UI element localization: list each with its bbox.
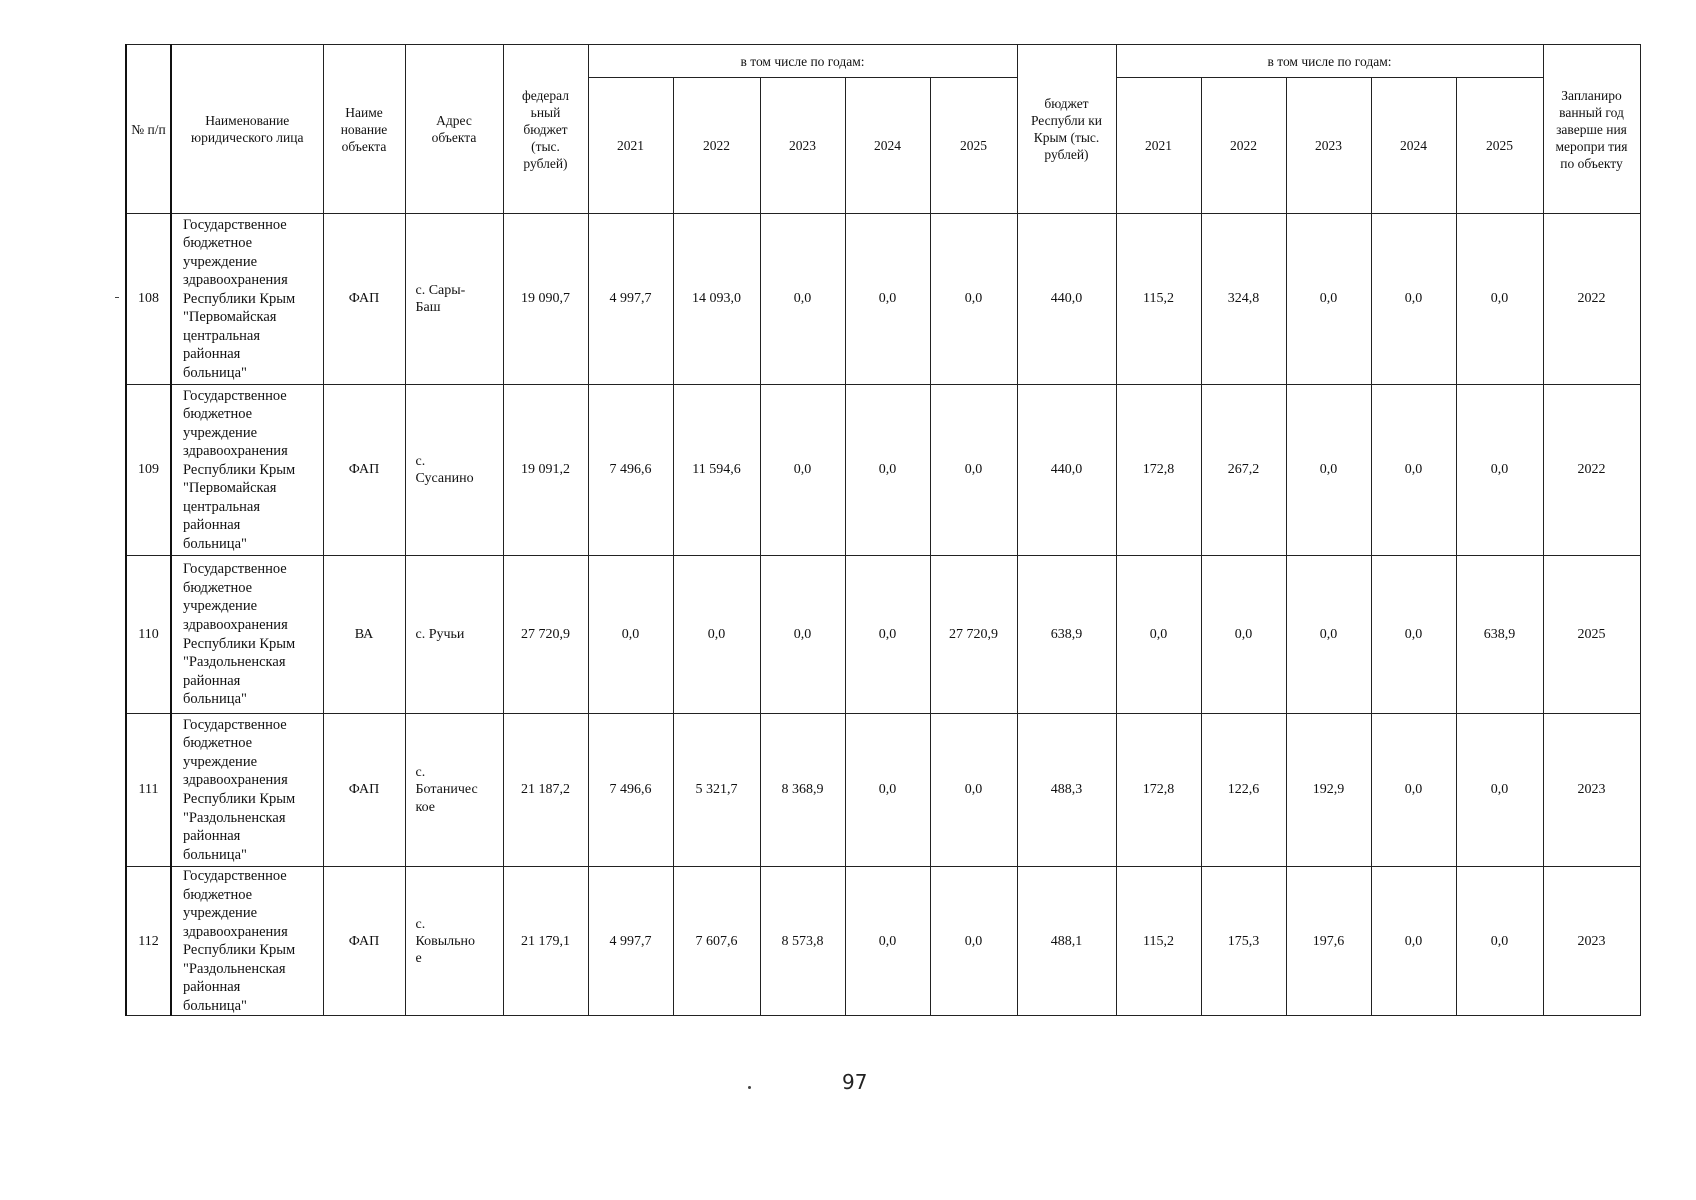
planned-completion-year: 2023 xyxy=(1543,714,1640,867)
crimea-2025: 0,0 xyxy=(1456,867,1543,1016)
federal-2023: 0,0 xyxy=(760,385,845,556)
table-row xyxy=(126,867,1640,1016)
crimea-2023: 0,0 xyxy=(1286,214,1371,385)
header-crimea-year: 2024 xyxy=(1371,78,1456,214)
header-object-name: Наиме нование объекта xyxy=(323,45,405,214)
federal-2023: 8 573,8 xyxy=(760,867,845,1016)
header-fed-year: 2021 xyxy=(588,78,673,214)
table-row xyxy=(126,385,1640,556)
federal-2023: 0,0 xyxy=(760,214,845,385)
header-num: № п/п xyxy=(126,45,171,214)
object-address: с. Ковыльно е xyxy=(405,867,503,1016)
scan-mark xyxy=(115,297,119,298)
federal-2021: 4 997,7 xyxy=(588,867,673,1016)
header-crimea-by-years: в том числе по годам: xyxy=(1116,45,1543,78)
crimea-2021: 0,0 xyxy=(1116,556,1201,714)
header-federal-by-years: в том числе по годам: xyxy=(588,45,1017,78)
crimea-budget-total: 488,1 xyxy=(1017,867,1116,1016)
row-number: 110 xyxy=(126,556,171,714)
row-number: 109 xyxy=(126,385,171,556)
crimea-2023: 197,6 xyxy=(1286,867,1371,1016)
crimea-2021: 172,8 xyxy=(1116,385,1201,556)
budget-table-sheet xyxy=(125,44,1641,1016)
federal-2021: 7 496,6 xyxy=(588,714,673,867)
federal-2023: 8 368,9 xyxy=(760,714,845,867)
federal-2025: 0,0 xyxy=(930,714,1017,867)
header-fed-year: 2025 xyxy=(930,78,1017,214)
federal-2023: 0,0 xyxy=(760,556,845,714)
crimea-2022: 0,0 xyxy=(1201,556,1286,714)
planned-completion-year: 2025 xyxy=(1543,556,1640,714)
object-address: с. Ручьи xyxy=(405,556,503,714)
crimea-2024: 0,0 xyxy=(1371,385,1456,556)
table-row xyxy=(126,556,1640,714)
federal-2025: 0,0 xyxy=(930,214,1017,385)
crimea-2025: 0,0 xyxy=(1456,214,1543,385)
federal-2025: 27 720,9 xyxy=(930,556,1017,714)
header-crimea-year: 2022 xyxy=(1201,78,1286,214)
header-legal-entity: Наименование юридического лица xyxy=(171,45,323,214)
header-row-top xyxy=(126,45,1640,78)
federal-budget-total: 21 187,2 xyxy=(503,714,588,867)
crimea-2024: 0,0 xyxy=(1371,867,1456,1016)
federal-2022: 11 594,6 xyxy=(673,385,760,556)
federal-2022: 0,0 xyxy=(673,556,760,714)
federal-2021: 0,0 xyxy=(588,556,673,714)
federal-2022: 14 093,0 xyxy=(673,214,760,385)
legal-entity-name: Государственное бюджетное учреждение здравоохранения Республики Крым "Раздольненская районная больница" xyxy=(171,556,323,714)
table-row xyxy=(126,214,1640,385)
federal-2024: 0,0 xyxy=(845,385,930,556)
object-type: ФАП xyxy=(323,714,405,867)
federal-2024: 0,0 xyxy=(845,556,930,714)
row-number: 111 xyxy=(126,714,171,867)
planned-completion-year: 2022 xyxy=(1543,214,1640,385)
page-number: 97 xyxy=(842,1070,868,1094)
crimea-2021: 172,8 xyxy=(1116,714,1201,867)
federal-2025: 0,0 xyxy=(930,385,1017,556)
object-type: ФАП xyxy=(323,214,405,385)
federal-2021: 7 496,6 xyxy=(588,385,673,556)
planned-completion-year: 2022 xyxy=(1543,385,1640,556)
header-planned-year: Запланиро ванный год заверше ния меропри тия по объекту xyxy=(1543,45,1640,214)
scan-dot xyxy=(748,1086,751,1089)
crimea-2021: 115,2 xyxy=(1116,214,1201,385)
crimea-2024: 0,0 xyxy=(1371,214,1456,385)
legal-entity-name: Государственное бюджетное учреждение здравоохранения Республики Крым "Раздольненская районная больница" xyxy=(171,867,323,1016)
federal-2021: 4 997,7 xyxy=(588,214,673,385)
object-type: ВА xyxy=(323,556,405,714)
crimea-2025: 0,0 xyxy=(1456,714,1543,867)
table-row xyxy=(126,714,1640,867)
federal-budget-total: 21 179,1 xyxy=(503,867,588,1016)
planned-completion-year: 2023 xyxy=(1543,867,1640,1016)
crimea-2025: 638,9 xyxy=(1456,556,1543,714)
crimea-2024: 0,0 xyxy=(1371,714,1456,867)
header-crimea-budget: бюджет Республи ки Крым (тыс. рублей) xyxy=(1017,45,1116,214)
budget-table xyxy=(125,44,1641,1016)
legal-entity-name: Государственное бюджетное учреждение здравоохранения Республики Крым "Первомайская центральная районная больница" xyxy=(171,385,323,556)
crimea-2022: 267,2 xyxy=(1201,385,1286,556)
federal-2024: 0,0 xyxy=(845,714,930,867)
header-federal-budget: федерал ьный бюджет (тыс. рублей) xyxy=(503,45,588,214)
row-number: 108 xyxy=(126,214,171,385)
crimea-2022: 324,8 xyxy=(1201,214,1286,385)
crimea-budget-total: 488,3 xyxy=(1017,714,1116,867)
header-fed-year: 2024 xyxy=(845,78,930,214)
federal-budget-total: 19 090,7 xyxy=(503,214,588,385)
federal-2022: 7 607,6 xyxy=(673,867,760,1016)
crimea-2024: 0,0 xyxy=(1371,556,1456,714)
object-address: с. Сары- Баш xyxy=(405,214,503,385)
crimea-2022: 175,3 xyxy=(1201,867,1286,1016)
object-type: ФАП xyxy=(323,385,405,556)
object-type: ФАП xyxy=(323,867,405,1016)
federal-budget-total: 27 720,9 xyxy=(503,556,588,714)
federal-2024: 0,0 xyxy=(845,867,930,1016)
header-crimea-year: 2025 xyxy=(1456,78,1543,214)
crimea-budget-total: 440,0 xyxy=(1017,214,1116,385)
crimea-2021: 115,2 xyxy=(1116,867,1201,1016)
federal-2024: 0,0 xyxy=(845,214,930,385)
crimea-2023: 0,0 xyxy=(1286,385,1371,556)
object-address: с. Ботаничес кое xyxy=(405,714,503,867)
header-address: Адрес объекта xyxy=(405,45,503,214)
federal-2025: 0,0 xyxy=(930,867,1017,1016)
crimea-budget-total: 638,9 xyxy=(1017,556,1116,714)
crimea-2023: 0,0 xyxy=(1286,556,1371,714)
crimea-budget-total: 440,0 xyxy=(1017,385,1116,556)
header-fed-year: 2022 xyxy=(673,78,760,214)
header-crimea-year: 2023 xyxy=(1286,78,1371,214)
crimea-2025: 0,0 xyxy=(1456,385,1543,556)
row-number: 112 xyxy=(126,867,171,1016)
crimea-2022: 122,6 xyxy=(1201,714,1286,867)
header-crimea-year: 2021 xyxy=(1116,78,1201,214)
legal-entity-name: Государственное бюджетное учреждение здравоохранения Республики Крым "Первомайская центральная районная больница" xyxy=(171,214,323,385)
object-address: с. Сусанино xyxy=(405,385,503,556)
legal-entity-name: Государственное бюджетное учреждение здравоохранения Республики Крым "Раздольненская районная больница" xyxy=(171,714,323,867)
header-fed-year: 2023 xyxy=(760,78,845,214)
crimea-2023: 192,9 xyxy=(1286,714,1371,867)
federal-2022: 5 321,7 xyxy=(673,714,760,867)
federal-budget-total: 19 091,2 xyxy=(503,385,588,556)
